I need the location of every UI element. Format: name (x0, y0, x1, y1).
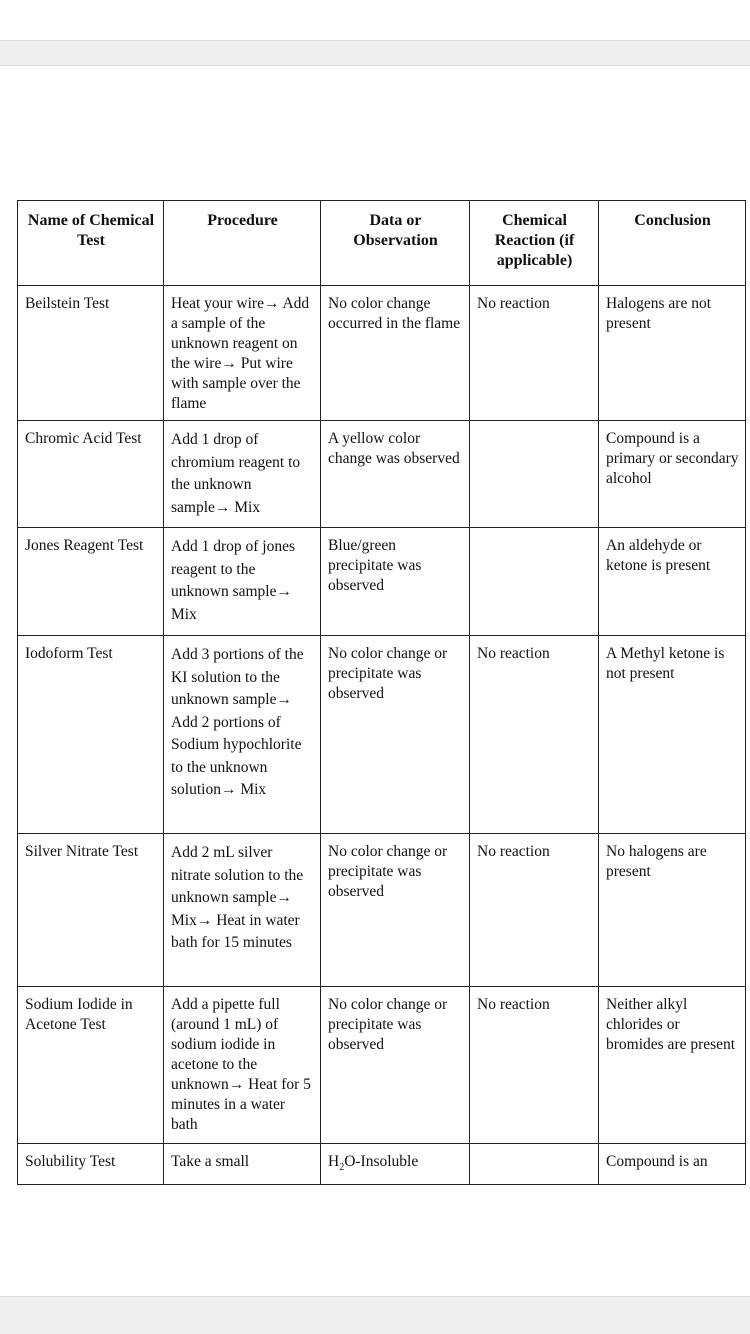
formula-h: H (328, 1153, 340, 1170)
cell-name: Iodoform Test (18, 636, 164, 834)
cell-observation: No color change or precipitate was observed (321, 987, 470, 1144)
header-observation: Data or Observation (321, 201, 470, 286)
header-procedure: Procedure (164, 201, 321, 286)
table-row (18, 528, 746, 636)
top-bar (0, 0, 750, 66)
cell-conclusion: No halogens are present (599, 834, 746, 987)
formula-subscript: 2 (339, 1162, 345, 1174)
cell-reaction: No reaction (470, 636, 599, 834)
table-row (18, 421, 746, 528)
formula-rest: O-Insoluble (344, 1153, 419, 1170)
cell-observation: No color change occurred in the flame (321, 286, 470, 421)
table-header-row (18, 201, 746, 286)
chemical-tests-table (17, 200, 746, 1185)
cell-conclusion: A Methyl ketone is not present (599, 636, 746, 834)
cell-conclusion: An aldehyde or ketone is present (599, 528, 746, 636)
cell-conclusion: Compound is a primary or secondary alcohol (599, 421, 746, 528)
cell-procedure: Add 2 mL silver nitrate solution to the unknown sample→ Mix→ Heat in water bath for 15 minutes (164, 834, 321, 987)
cell-reaction: No reaction (470, 286, 599, 421)
cell-reaction: No reaction (470, 834, 599, 987)
cell-procedure: Add 1 drop of chromium reagent to the unknown sample→ Mix (164, 421, 321, 528)
cell-reaction (470, 1144, 599, 1185)
cell-name: Chromic Acid Test (18, 421, 164, 528)
table-row (18, 987, 746, 1144)
table-row (18, 834, 746, 987)
cell-observation (321, 1144, 470, 1185)
cell-reaction: No reaction (470, 987, 599, 1144)
cell-observation: A yellow color change was observed (321, 421, 470, 528)
header-conclusion: Conclusion (599, 201, 746, 286)
cell-name: Solubility Test (18, 1144, 164, 1185)
cell-reaction (470, 421, 599, 528)
cell-conclusion: Compound is an (599, 1144, 746, 1185)
cell-name: Beilstein Test (18, 286, 164, 421)
top-strip (0, 40, 750, 66)
cell-name: Sodium Iodide in Acetone Test (18, 987, 164, 1144)
header-reaction: Chemical Reaction (if applicable) (470, 201, 599, 286)
cell-conclusion: Neither alkyl chlorides or bromides are present (599, 987, 746, 1144)
cell-conclusion: Halogens are not present (599, 286, 746, 421)
cell-procedure: Add 1 drop of jones reagent to the unknown sample→ Mix (164, 528, 321, 636)
cell-name: Silver Nitrate Test (18, 834, 164, 987)
cell-reaction (470, 528, 599, 636)
cell-procedure: Heat your wire→ Add a sample of the unknown reagent on the wire→ Put wire with sample over the flame (164, 286, 321, 421)
bottom-bar (0, 1296, 750, 1334)
table-row (18, 1144, 746, 1185)
cell-observation: No color change or precipitate was observed (321, 834, 470, 987)
table-row (18, 636, 746, 834)
cell-procedure: Take a small (164, 1144, 321, 1185)
table-row (18, 286, 746, 421)
cell-procedure: Add a pipette full (around 1 mL) of sodium iodide in acetone to the unknown→ Heat for 5 minutes in a water bath (164, 987, 321, 1144)
cell-observation: No color change or precipitate was observed (321, 636, 470, 834)
cell-observation: Blue/green precipitate was observed (321, 528, 470, 636)
cell-name: Jones Reagent Test (18, 528, 164, 636)
header-name: Name of Chemical Test (18, 201, 164, 286)
cell-procedure: Add 3 portions of the KI solution to the unknown sample→ Add 2 portions of Sodium hypochlorite to the unknown solution→ Mix (164, 636, 321, 834)
